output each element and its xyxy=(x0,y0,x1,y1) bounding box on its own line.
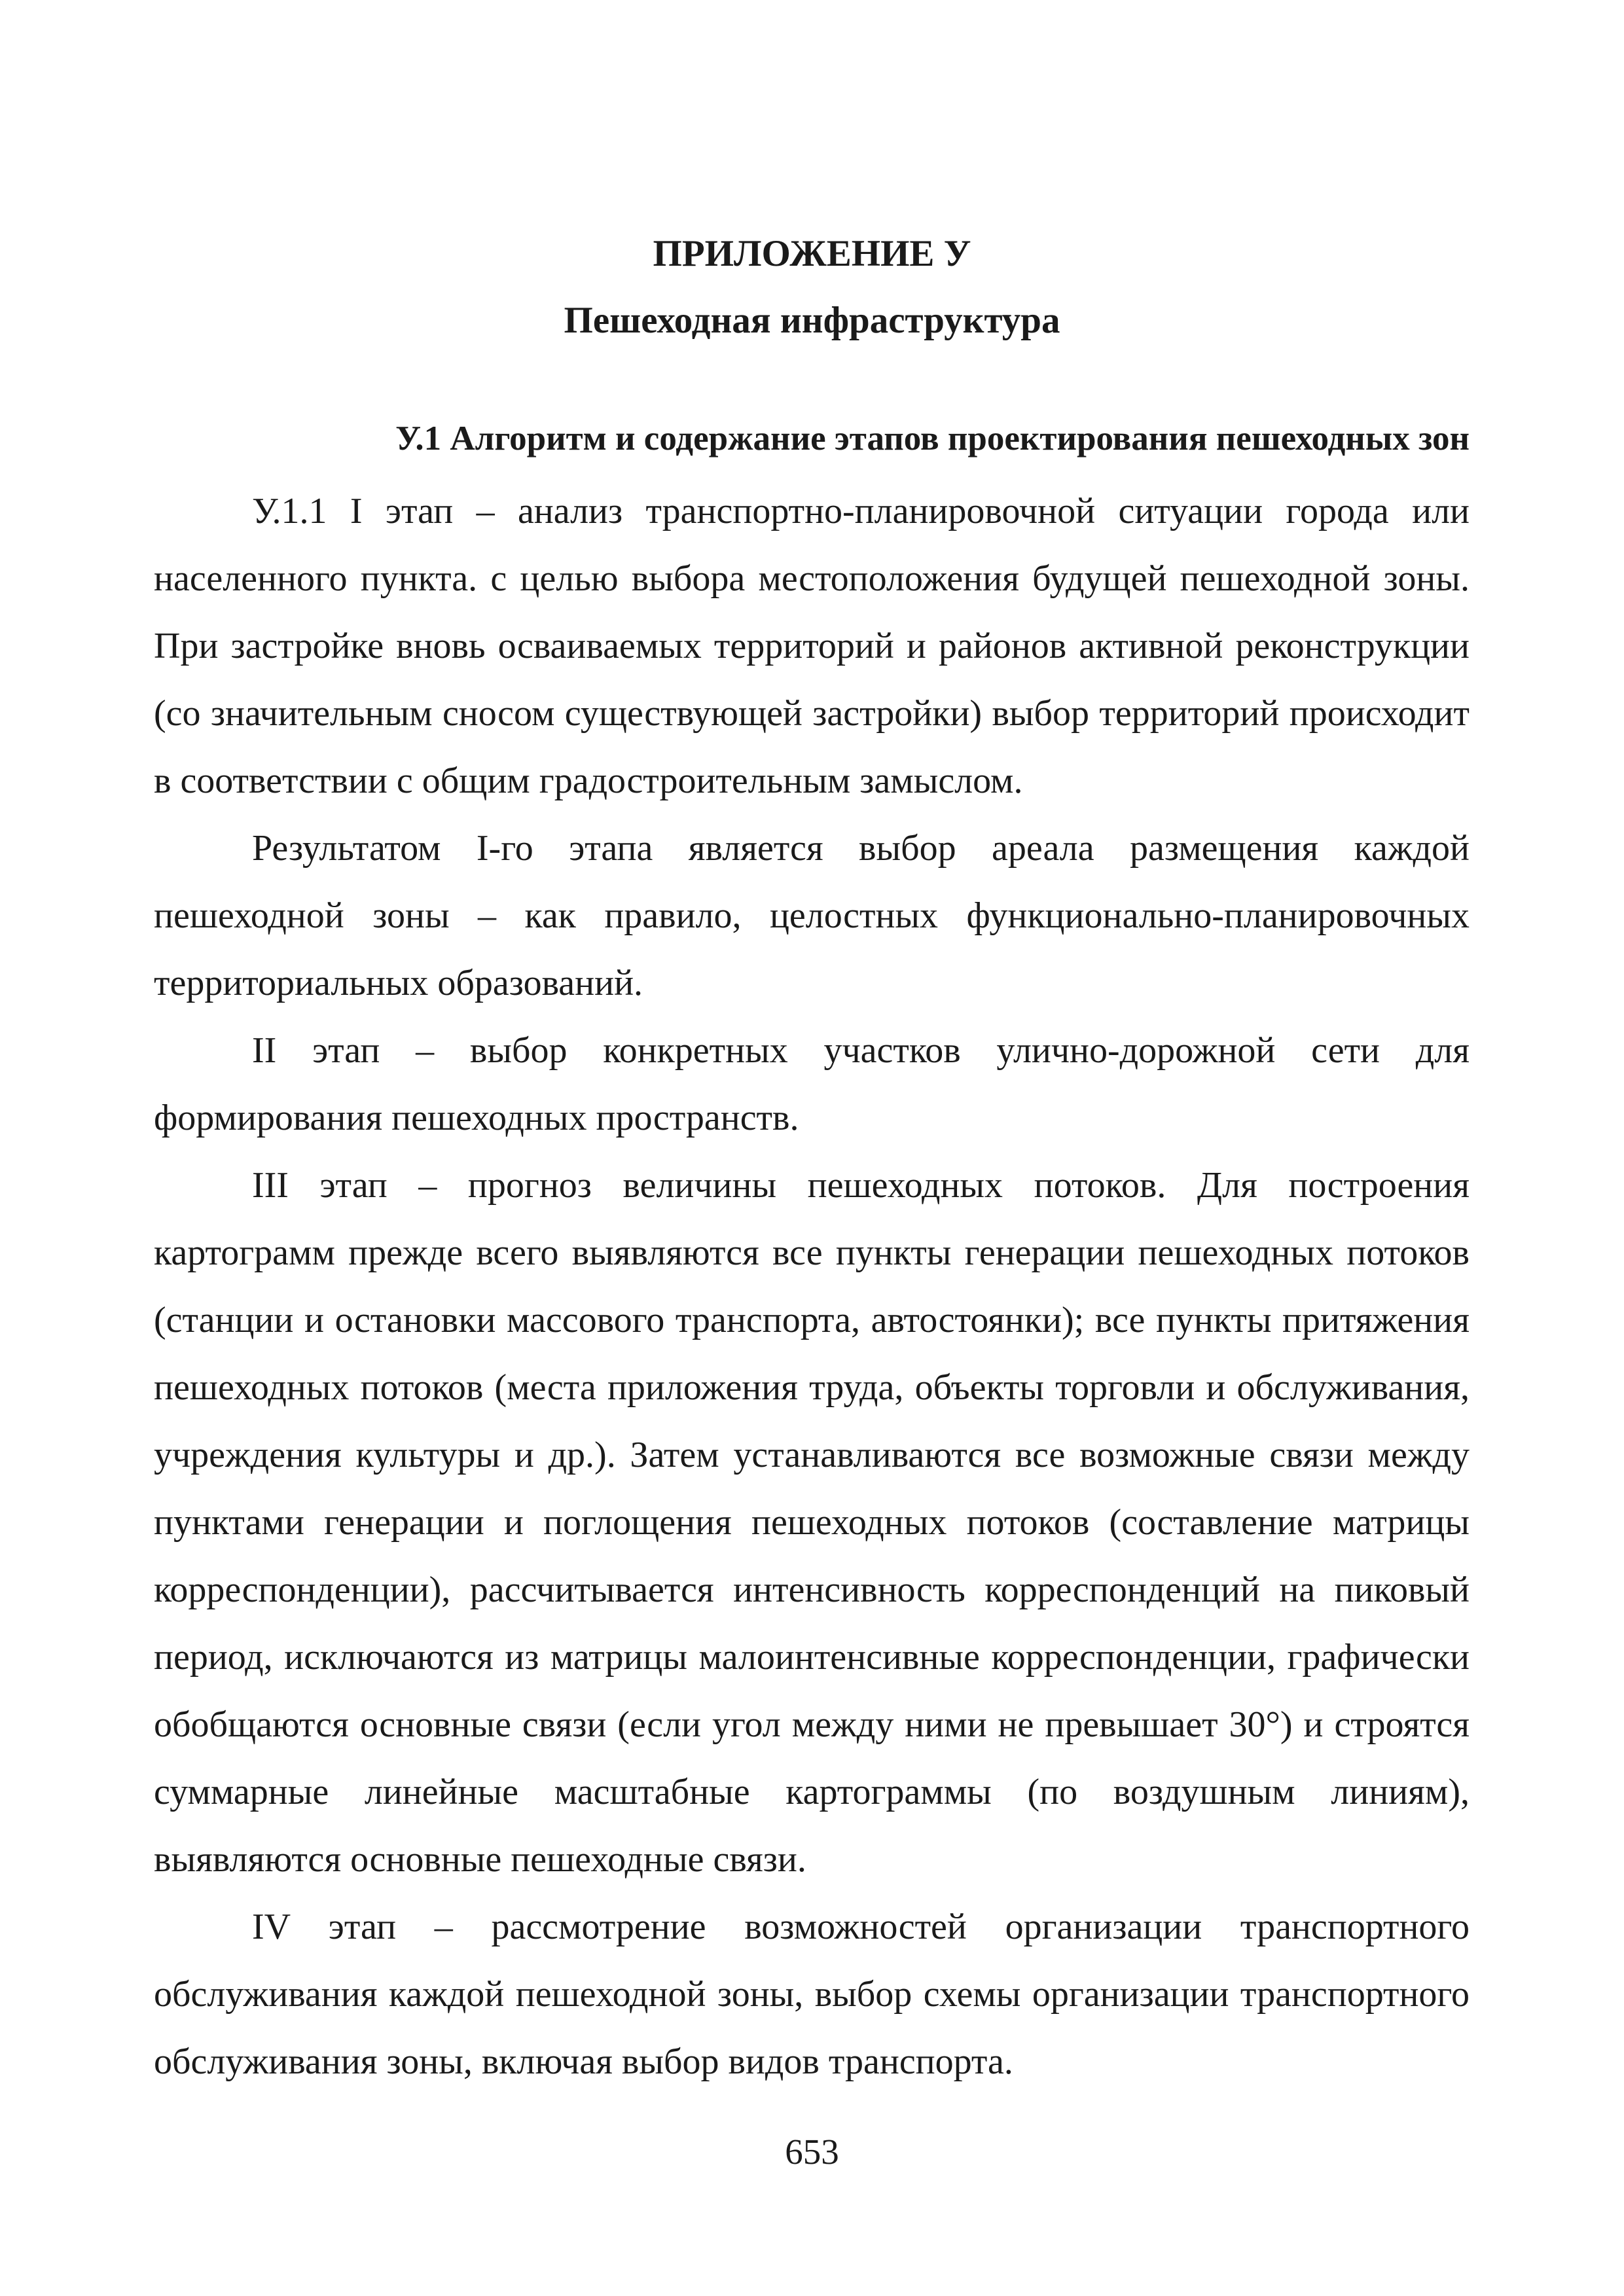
paragraph-stage-1-result: Результатом I-го этапа является выбор ареала размещения каждой пешеходной зоны – как правило, целостных функционально-планировочных территориальных образований. xyxy=(154,828,1470,1003)
appendix-subtitle: Пешеходная инфраструктура xyxy=(564,300,1060,341)
section-heading: У.1 Алгоритм и содержание этапов проектирования пешеходных зон xyxy=(395,420,1470,457)
paragraph-stage-1: У.1.1 I этап – анализ транспортно-планировочной ситуации города или населенного пункта. с целью выбора местоположения будущей пешеходной зоны. При застройке вновь осваиваемых территорий и районов активной реконструкции (со значительным сносом существующей застройки) выбор территорий происходит в соответствии с общим градостроительным замыслом. xyxy=(154,491,1470,801)
page-number: 653 xyxy=(785,2132,839,2172)
paragraph-stage-2: II этап – выбор конкретных участков улично-дорожной сети для формирования пешеходных пространств. xyxy=(154,1030,1470,1138)
paragraph-stage-3: III этап – прогноз величины пешеходных потоков. Для построения картограмм прежде всего выявляются все пункты генерации пешеходных потоков (станции и остановки массового транспорта, автостоянки); все пункты притяжения пешеходных потоков (места приложения труда, объекты торговли и обслуживания, учреждения культуры и др.). Затем устанавливаются все возможные связи между пунктами генерации и поглощения пешеходных потоков (составление матрицы корреспонденции), рассчитывается интенсивность корреспонденций на пиковый период, исключаются из матрицы малоинтенсивные корреспонденции, графически обобщаются основные связи (если угол между ними не превышает 30°) и строятся суммарные линейные масштабные картограммы (по воздушным линиям), выявляются основные пешеходные связи. xyxy=(154,1165,1470,1880)
appendix-title: ПРИЛОЖЕНИЕ У xyxy=(653,233,971,274)
paragraph-stage-4: IV этап – рассмотрение возможностей организации транспортного обслуживания каждой пешеходной зоны, выбор схемы организации транспортного обслуживания зоны, включая выбор видов транспорта. xyxy=(154,1907,1470,2082)
body-text xyxy=(154,478,1470,2096)
